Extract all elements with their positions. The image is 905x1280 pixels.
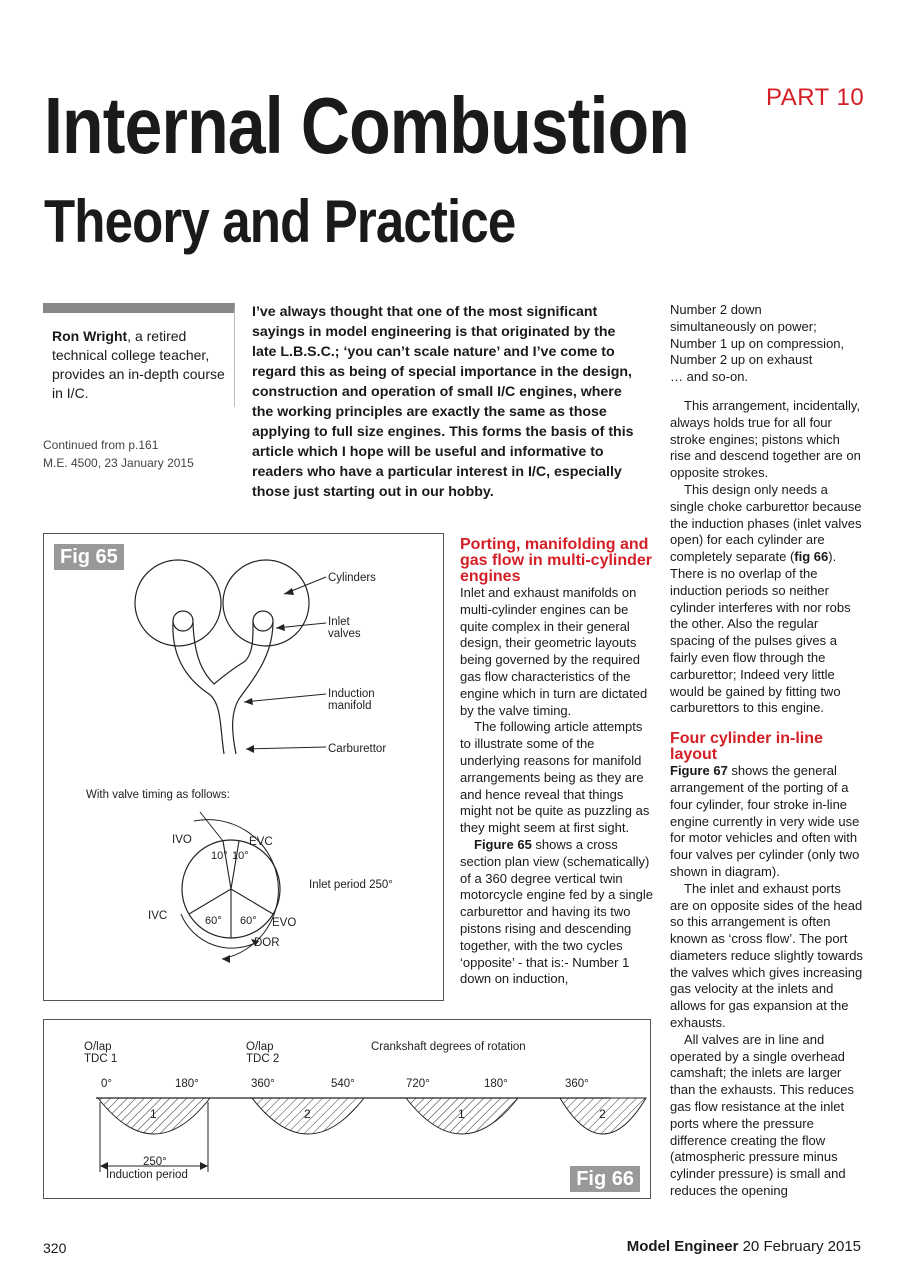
leader-carburettor	[246, 747, 326, 749]
leader-induction	[244, 694, 326, 702]
label-60-right: 60°	[240, 915, 257, 927]
label-inlet: Inlet	[328, 616, 350, 628]
right-paragraph-2: This design only needs a single choke carburettor because the induction phases (inlet valves open) for each cylinder are completely separate (fig 66). There is no overlap of the induction periods so neither cylinder interferes with nor robs the other. Also the regular spacing of the pulses gives a fairly even flow through the carburettor; Indeed very little would be gained by fitting two carburettors to this engine.	[670, 481, 862, 716]
label-evc: EVC	[249, 836, 273, 848]
right-paragraph-1: This arrangement, incidentally, always holds true for all four stroke engines; pistons which rise and descend together are on opposite strokes.	[670, 397, 861, 481]
label-ivc: IVC	[148, 910, 168, 922]
label-olap2: O/lap	[246, 1041, 274, 1053]
magazine-footer	[627, 1238, 861, 1255]
right-paragraph-3: Figure 67 shows the general arrangement of the porting of a four cylinder, four stroke in-line engine currently in very wide use for motor vehicles and often with four valves per cylinder (only two shown in diagram).	[670, 763, 860, 879]
label-carburettor: Carburettor	[328, 743, 387, 755]
degree-label: 0°	[101, 1078, 112, 1090]
author-bio: , a retired technical college teacher, provides an in-depth course in I/C.	[52, 328, 225, 401]
degree-label: 180°	[484, 1078, 508, 1090]
label-tdc1: TDC 1	[84, 1053, 118, 1065]
label-valves: valves	[328, 628, 361, 640]
degree-labels	[101, 1078, 589, 1090]
continued-from: Continued from p.161	[43, 438, 159, 452]
cycle-list-item: simultaneously on power;	[670, 318, 817, 334]
label-olap1: O/lap	[84, 1041, 112, 1053]
figure-65-diagram	[44, 534, 443, 1000]
figure-66	[43, 1019, 651, 1199]
induction-lobes	[98, 1098, 646, 1134]
author-name: Ron Wright	[52, 328, 128, 344]
label-evo: EVO	[272, 917, 297, 929]
label-cylinders: Cylinders	[328, 572, 376, 584]
right-paragraph-5: All valves are in line and operated by a single overhead camshaft; the inlets are larger than the exhausts. This reduces gas flow resistance at the inlet ports where the pressure difference creating the flow (atmospheric pressure minus cylinder pressure) is small and reduces the opening	[670, 1031, 855, 1199]
label-10-right: 10°	[232, 850, 249, 862]
degree-label: 360°	[251, 1078, 275, 1090]
degree-label: 360°	[565, 1078, 589, 1090]
cycle-list-item: Number 2 down	[670, 302, 762, 317]
right-paragraph-4: The inlet and exhaust ports are on opposite sides of the head so this arrangement is often known as ‘cross flow’. The port diameters reduce slightly towards the valves which gives increasing gas velocity at the inlets and allows for gas expansion at the exhausts.	[670, 880, 863, 1031]
figure-65	[43, 533, 444, 1001]
right-column	[670, 302, 863, 1200]
middle-column	[460, 537, 655, 988]
lobe-label: 1	[150, 1107, 157, 1121]
inlet-valve-2	[253, 611, 273, 631]
label-manifold: manifold	[328, 700, 372, 712]
heading-porting: Porting, manifolding and gas flow in multi-cylinder engines	[460, 536, 653, 585]
cycle-list	[670, 302, 863, 386]
label-valve-timing: With valve timing as follows:	[86, 789, 230, 801]
label-period-value: 250°	[143, 1156, 167, 1168]
heading-four-cylinder: Four cylinder in-line layout	[670, 730, 823, 764]
label-10-left: 10°	[211, 850, 228, 862]
issue-date: 20 February 2015	[738, 1238, 861, 1255]
lobe-label: 1	[458, 1107, 465, 1121]
figure-66-diagram	[44, 1020, 650, 1198]
part-number: PART 10	[766, 84, 865, 111]
fig67-ref: Figure 67	[670, 763, 728, 779]
intro-paragraph: I’ve always thought that one of the most significant sayings in model engineering is that originated by the late L.B.S.C.; ‘you can’t scale nature’ and I’ve come to regard this as being of special importance in the design, construction and operation of small I/C engines, where the working principles are exactly the same as those applying to full size engines. This forms the basis of this article which I hope will be useful and informative to readers who have a particular interest in I/C, especially those just starting out in our hobby.	[252, 304, 634, 500]
fig66-ref: fig 66	[794, 549, 829, 565]
lobe-label: 2	[304, 1107, 311, 1121]
degree-label: 540°	[331, 1078, 355, 1090]
cycle-list-item: Number 2 up on exhaust	[670, 352, 813, 368]
manifold-inner	[193, 622, 253, 684]
figure-66-label: Fig 66	[570, 1166, 640, 1192]
inlet-valve-1	[173, 611, 193, 631]
author-box	[43, 303, 235, 407]
cycle-list-item: … and so-on.	[670, 369, 749, 385]
mid-paragraph-2: The following article attempts to illustrate some of the underlying reasons for manifold arrangements being as they are and hence reveal that things might not be quite as puzzling as they might seem at first sight.	[460, 719, 650, 836]
figure-65-label: Fig 65	[54, 544, 124, 570]
lobe-label: 2	[599, 1107, 606, 1121]
mid-paragraph-1: Inlet and exhaust manifolds on multi-cylinder engines can be quite complex in their general design, their geometric layouts being governed by the required gas flow characteristics of the engine which in turn are dictated by the valve timing.	[460, 585, 648, 718]
label-period: Induction period	[106, 1169, 188, 1181]
label-ivo: IVO	[172, 834, 192, 846]
label-crank: Crankshaft degrees of rotation	[371, 1041, 526, 1053]
article-title-line2: Theory and Practice	[44, 188, 516, 255]
degree-label: 720°	[406, 1078, 430, 1090]
degree-label: 180°	[175, 1078, 199, 1090]
cycle-list-item: Number 1 up on compression,	[670, 335, 845, 351]
article-title-line1: Internal Combustion	[44, 81, 689, 170]
issue-reference: M.E. 4500, 23 January 2015	[43, 456, 194, 470]
label-dor: DOR	[254, 937, 280, 949]
label-60-left: 60°	[205, 915, 222, 927]
mid-paragraph-3: Figure 65 shows a cross section plan view (schematically) of a 360 degree vertical twin motorcycle engine fed by a single carburettor and having its two pistons rising and descending together, with the two cycles ‘opposite’ - that is:- Number 1 down on induction,	[460, 836, 653, 987]
page-number: 320	[43, 1240, 67, 1256]
label-induction: Induction	[328, 688, 375, 700]
cylinder-1	[135, 560, 221, 646]
cylinder-2	[223, 560, 309, 646]
manifold-left-outer	[173, 622, 224, 754]
magazine-name: Model Engineer	[626, 1238, 739, 1255]
fig65-ref: Figure 65	[474, 836, 532, 852]
continued-note	[43, 436, 194, 472]
label-tdc2: TDC 2	[246, 1053, 280, 1065]
label-inlet-period: Inlet period 250°	[309, 879, 393, 891]
